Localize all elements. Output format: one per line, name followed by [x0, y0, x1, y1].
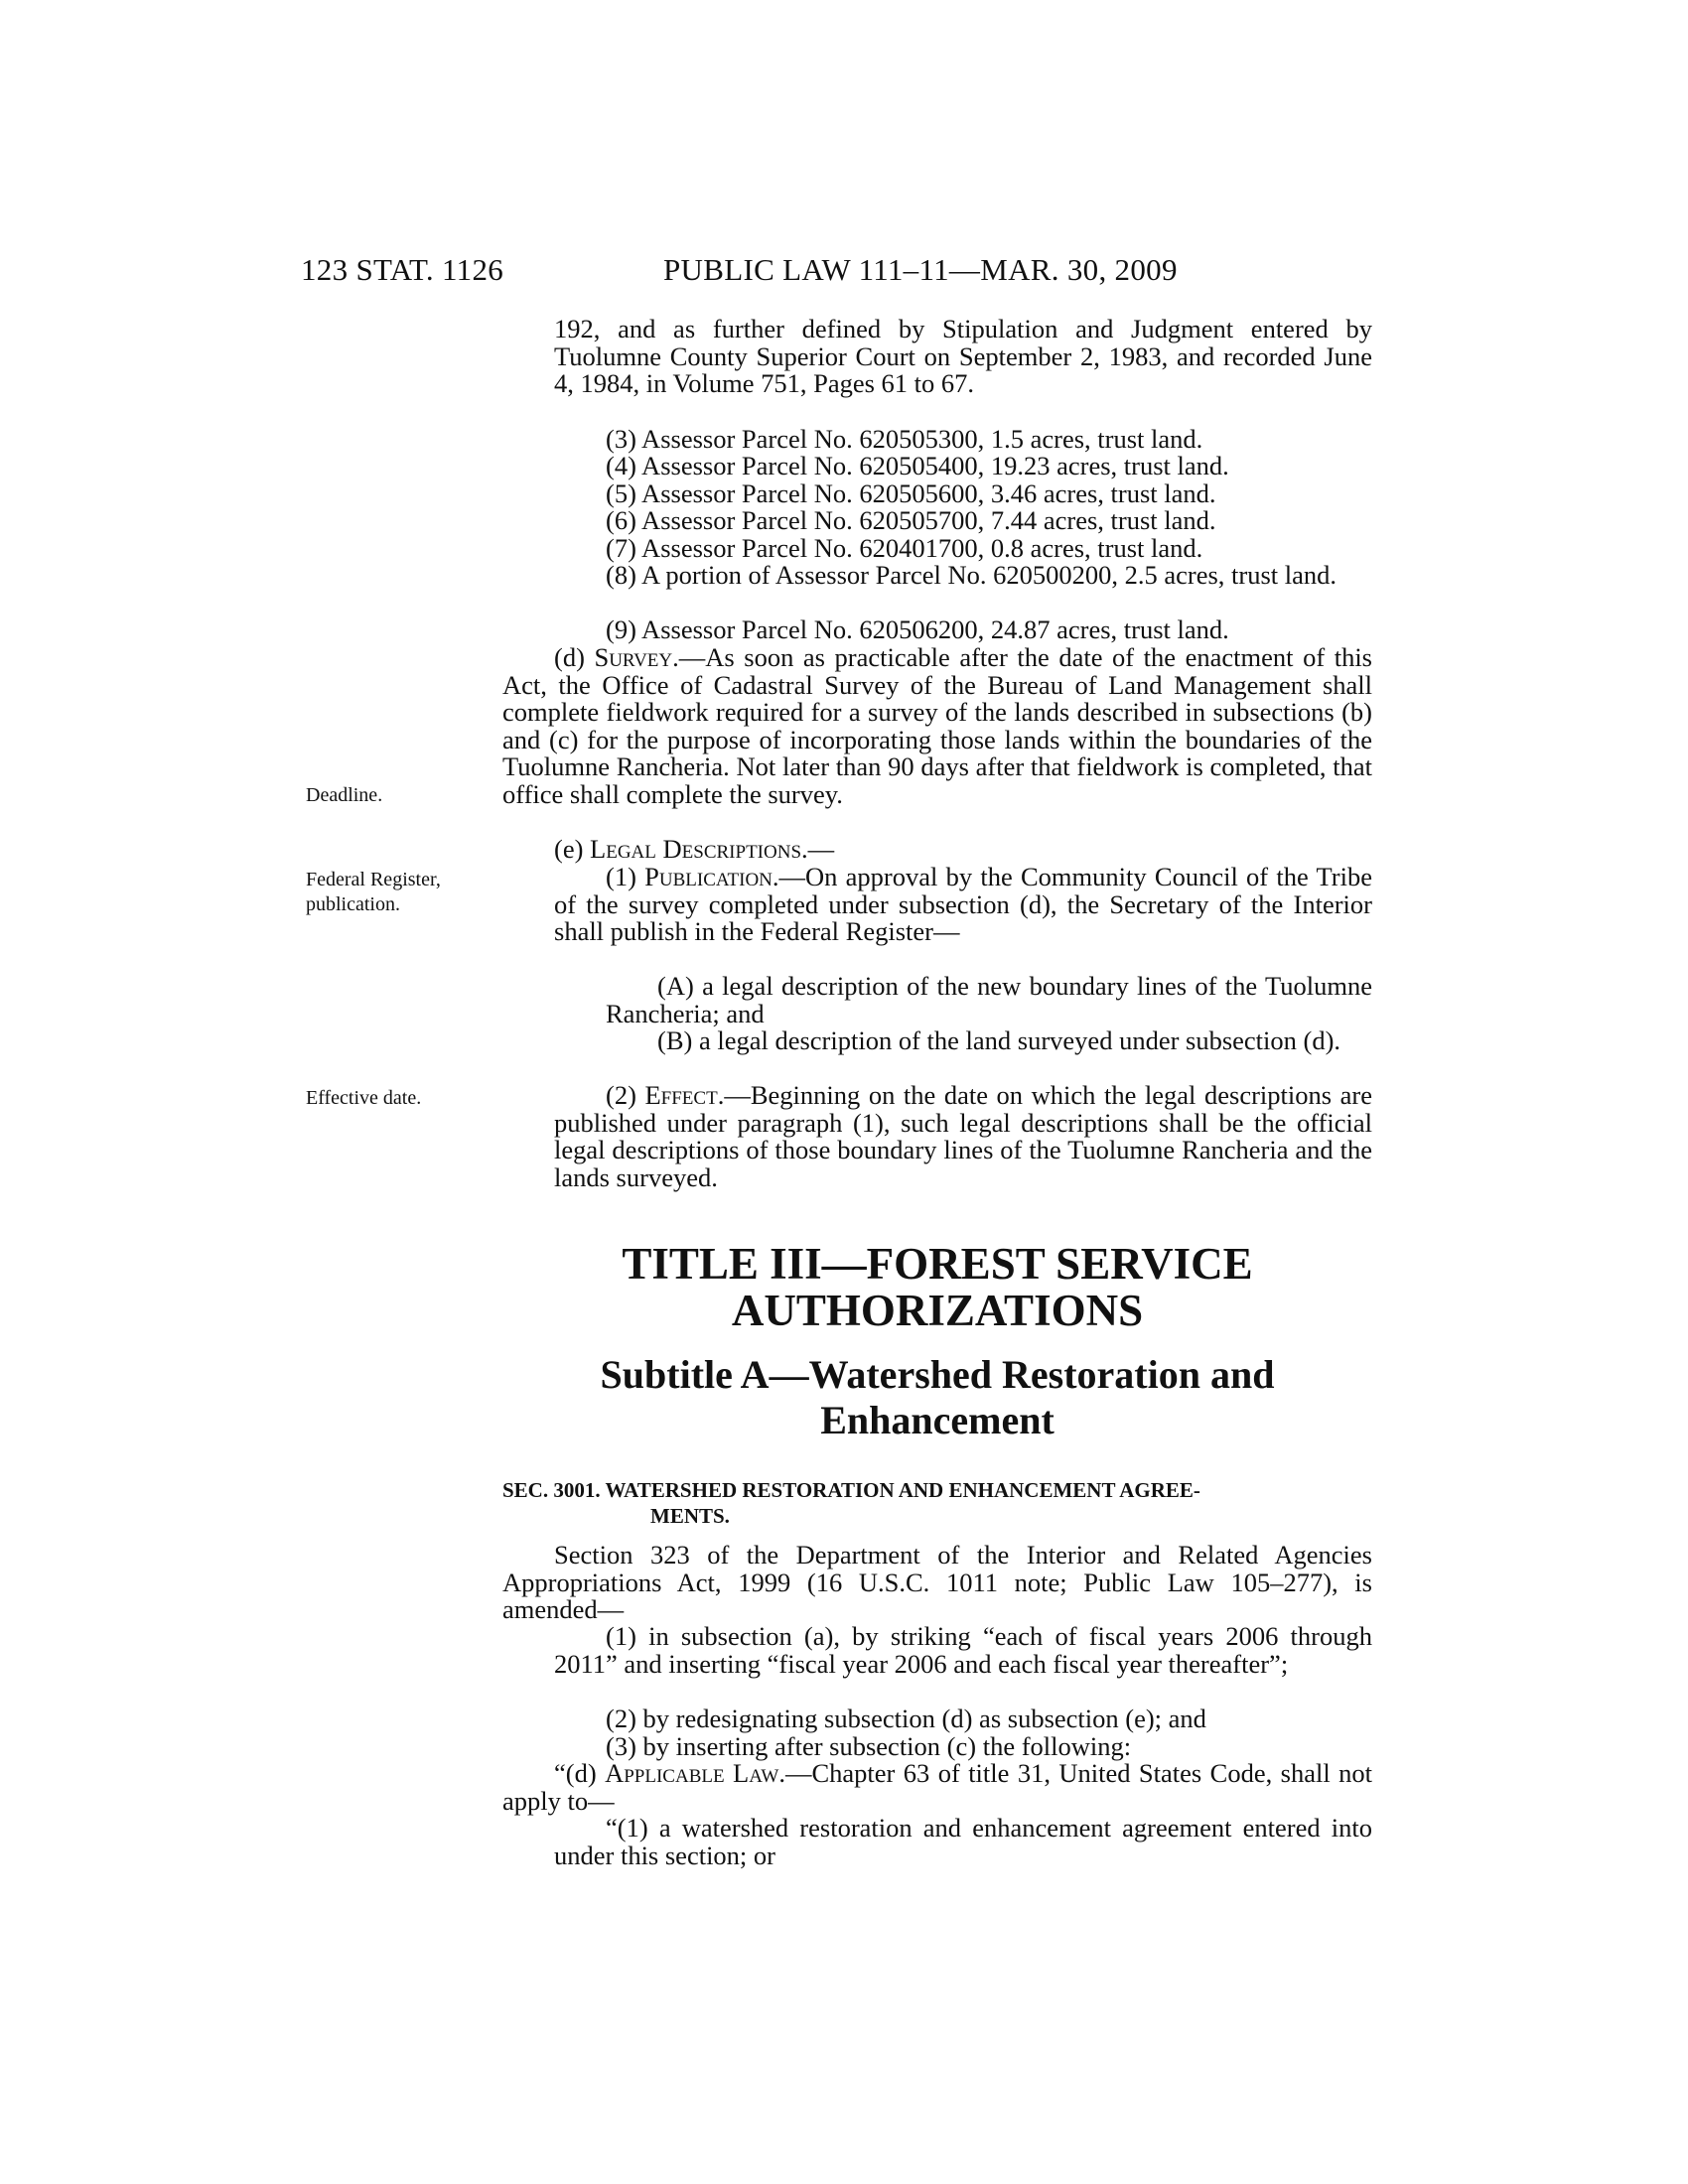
title-heading-line-1: TITLE III—FOREST SERVICE: [622, 1239, 1253, 1289]
amendment-3: (3) by inserting after subsection (c) the following:: [606, 1731, 1132, 1761]
inserted-subsection-d: “(d) Applicable Law.—Chapter 63 of title 31, United States Code, shall not apply to—: [502, 1758, 1372, 1816]
amendment-2: (2) by redesignating subsection (d) as subsection (e); and: [606, 1704, 1206, 1733]
paragraph-heading: Effect: [644, 1080, 718, 1110]
parcel-item-9: (9) Assessor Parcel No. 620506200, 24.87 acres, trust land.: [606, 614, 1229, 644]
subsection-heading: Survey: [594, 642, 673, 672]
parcel-item-4: (4) Assessor Parcel No. 620505400, 19.23 acres, trust land.: [606, 451, 1229, 480]
paragraph-e2-effect: (2) Effect.—Beginning on the date on which the legal descriptions are published under paragraph (1), such legal descriptions shall be the official legal descriptions of those boundary lines of the Tuolumne Rancheria and the lands surveyed.: [554, 1080, 1372, 1192]
inserted-paragraph-1: “(1) a watershed restoration and enhancement agreement entered into under this section; or: [554, 1813, 1372, 1870]
section-intro: Section 323 of the Department of the Interior and Related Agencies Appropriations Act, 1999 (16 U.S.C. 1011 note; Public Law 105–277), is amended—: [502, 1540, 1372, 1625]
margin-note-effective-date: Effective date.: [306, 1087, 422, 1109]
statute-page-number: 123 STAT. 1126: [301, 252, 504, 287]
section-heading-line-1: SEC. 3001. WATERSHED RESTORATION AND ENHANCEMENT AGREE-: [502, 1478, 1200, 1502]
parcel-item-8: (8) A portion of Assessor Parcel No. 620500200, 2.5 acres, trust land.: [606, 560, 1337, 590]
subtitle-heading-line-1: Subtitle A—Watershed Restoration and: [600, 1352, 1275, 1397]
section-heading-line-2: MENTS.: [650, 1504, 730, 1528]
paragraph-e1-publication: (1) Publication.—On approval by the Community Council of the Tribe of the survey completed under subsection (d), the Secretary of the Interior shall publish in the Federal Register—: [554, 862, 1372, 947]
margin-note-deadline: Deadline.: [306, 784, 383, 806]
subparagraph-A: (A) a legal description of the new boundary lines of the Tuolumne Rancheria; and: [606, 971, 1372, 1028]
subparagraph-B: (B) a legal description of the land surveyed under subsection (d).: [657, 1025, 1341, 1055]
subsection-d-survey: (d) Survey.—As soon as practicable after the date of the enactment of this Act, the Office of Cadastral Survey of the Bureau of Land Management shall complete fieldwork required for a survey of the lands described in subsections (b) and (c) for the purpose of incorporating those lands within the boundaries of the Tuolumne Rancheria. Not later than 90 days after that fieldwork is completed, that office shall complete the survey.: [502, 642, 1372, 809]
title-heading-line-2: AUTHORIZATIONS: [731, 1286, 1144, 1335]
parcel-item-6: (6) Assessor Parcel No. 620505700, 7.44 acres, trust land.: [606, 505, 1216, 535]
subsection-e-legal-descriptions: (e) Legal Descriptions.—: [554, 834, 835, 864]
margin-note-publication: publication.: [306, 893, 400, 915]
public-law-header: PUBLIC LAW 111–11—MAR. 30, 2009: [663, 252, 1178, 287]
paragraph-continuation: 192, and as further defined by Stipulation and Judgment entered by Tuolumne County Superior Court on September 2, 1983, and recorded June 4, 1984, in Volume 751, Pages 61 to 67.: [554, 314, 1372, 399]
parcel-item-5: (5) Assessor Parcel No. 620505600, 3.46 acres, trust land.: [606, 478, 1216, 508]
subtitle-heading-line-2: Enhancement: [820, 1398, 1055, 1442]
subsection-heading: Legal Descriptions: [590, 834, 802, 864]
parcel-item-3: (3) Assessor Parcel No. 620505300, 1.5 acres, trust land.: [606, 424, 1203, 454]
margin-note-federal-register: Federal Register,: [306, 869, 441, 890]
amendment-1: (1) in subsection (a), by striking “each of fiscal years 2006 through 2011” and inserting “fiscal year 2006 and each fiscal year thereafter”;: [554, 1621, 1372, 1679]
parcel-item-7: (7) Assessor Parcel No. 620401700, 0.8 acres, trust land.: [606, 533, 1203, 563]
paragraph-heading: Publication: [644, 862, 773, 891]
subsection-heading: Applicable Law: [605, 1758, 779, 1788]
